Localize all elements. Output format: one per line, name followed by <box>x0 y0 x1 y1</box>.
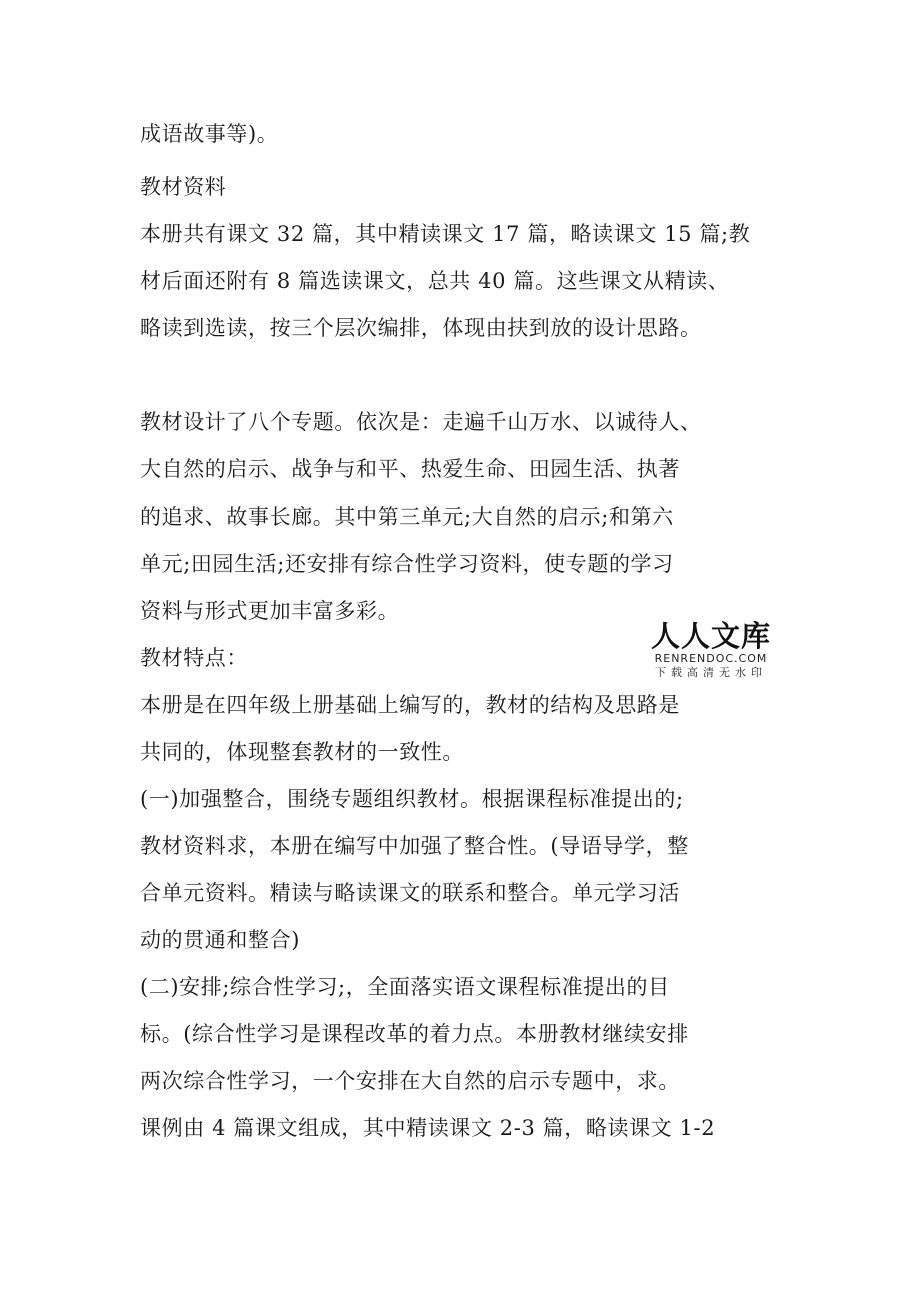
text-line: 资料与形式更加丰富多彩。 <box>140 599 400 623</box>
text-line: 材后面还附有 8 篇选读课文，总共 40 篇。这些课文从精读、 <box>140 269 730 293</box>
text-line: 成语故事等)。 <box>140 122 279 146</box>
watermark-domain: RENRENDOC.COM <box>654 652 768 665</box>
text-line: (一)加强整合，围绕专题组织教材。根据课程标准提出的; <box>140 787 684 811</box>
watermark-logo <box>646 620 776 680</box>
text-line: 课例由 4 篇课文组成，其中精读课文 2-3 篇，略读课文 1-2 <box>140 1116 716 1140</box>
text-line: 大自然的启示、战争与和平、热爱生命、田园生活、执著 <box>140 457 680 481</box>
text-line: 共同的，体现整套教材的一致性。 <box>140 740 464 764</box>
text-line: 单元;田园生活;还安排有综合性学习资料，使专题的学习 <box>140 552 674 576</box>
watermark-tagline: 下载高清无水印 <box>655 666 767 679</box>
text-line: 略读到选读，按三个层次编排，体现由扶到放的设计思路。 <box>140 316 702 340</box>
text-line: 标。(综合性学习是课程改革的着力点。本册教材继续安排 <box>140 1022 689 1046</box>
text-line: 本册共有课文 32 篇，其中精读课文 17 篇，略读课文 15 篇;教 <box>140 222 751 246</box>
text-line: 的追求、故事长廊。其中第三单元;大自然的启示;和第六 <box>140 505 674 529</box>
section-heading-features: 教材特点： <box>140 646 248 670</box>
text-line: 本册是在四年级上册基础上编写的，教材的结构及思路是 <box>140 693 680 717</box>
text-line: (二)安排;综合性学习;，全面落实语文课程标准提出的目 <box>140 975 670 999</box>
text-line: 动的贯通和整合) <box>140 928 300 952</box>
text-line: 教材设计了八个专题。依次是：走遍千山万水、以诚待人、 <box>140 410 702 434</box>
section-heading-materials: 教材资料 <box>140 175 227 199</box>
text-line: 两次综合性学习，一个安排在大自然的启示专题中，求。 <box>140 1069 680 1093</box>
text-line: 教材资料求，本册在编写中加强了整合性。(导语导学，整 <box>140 834 689 858</box>
watermark-name: 人人文库 <box>650 619 771 653</box>
text-line: 合单元资料。精读与略读课文的联系和整合。单元学习活 <box>140 881 680 905</box>
